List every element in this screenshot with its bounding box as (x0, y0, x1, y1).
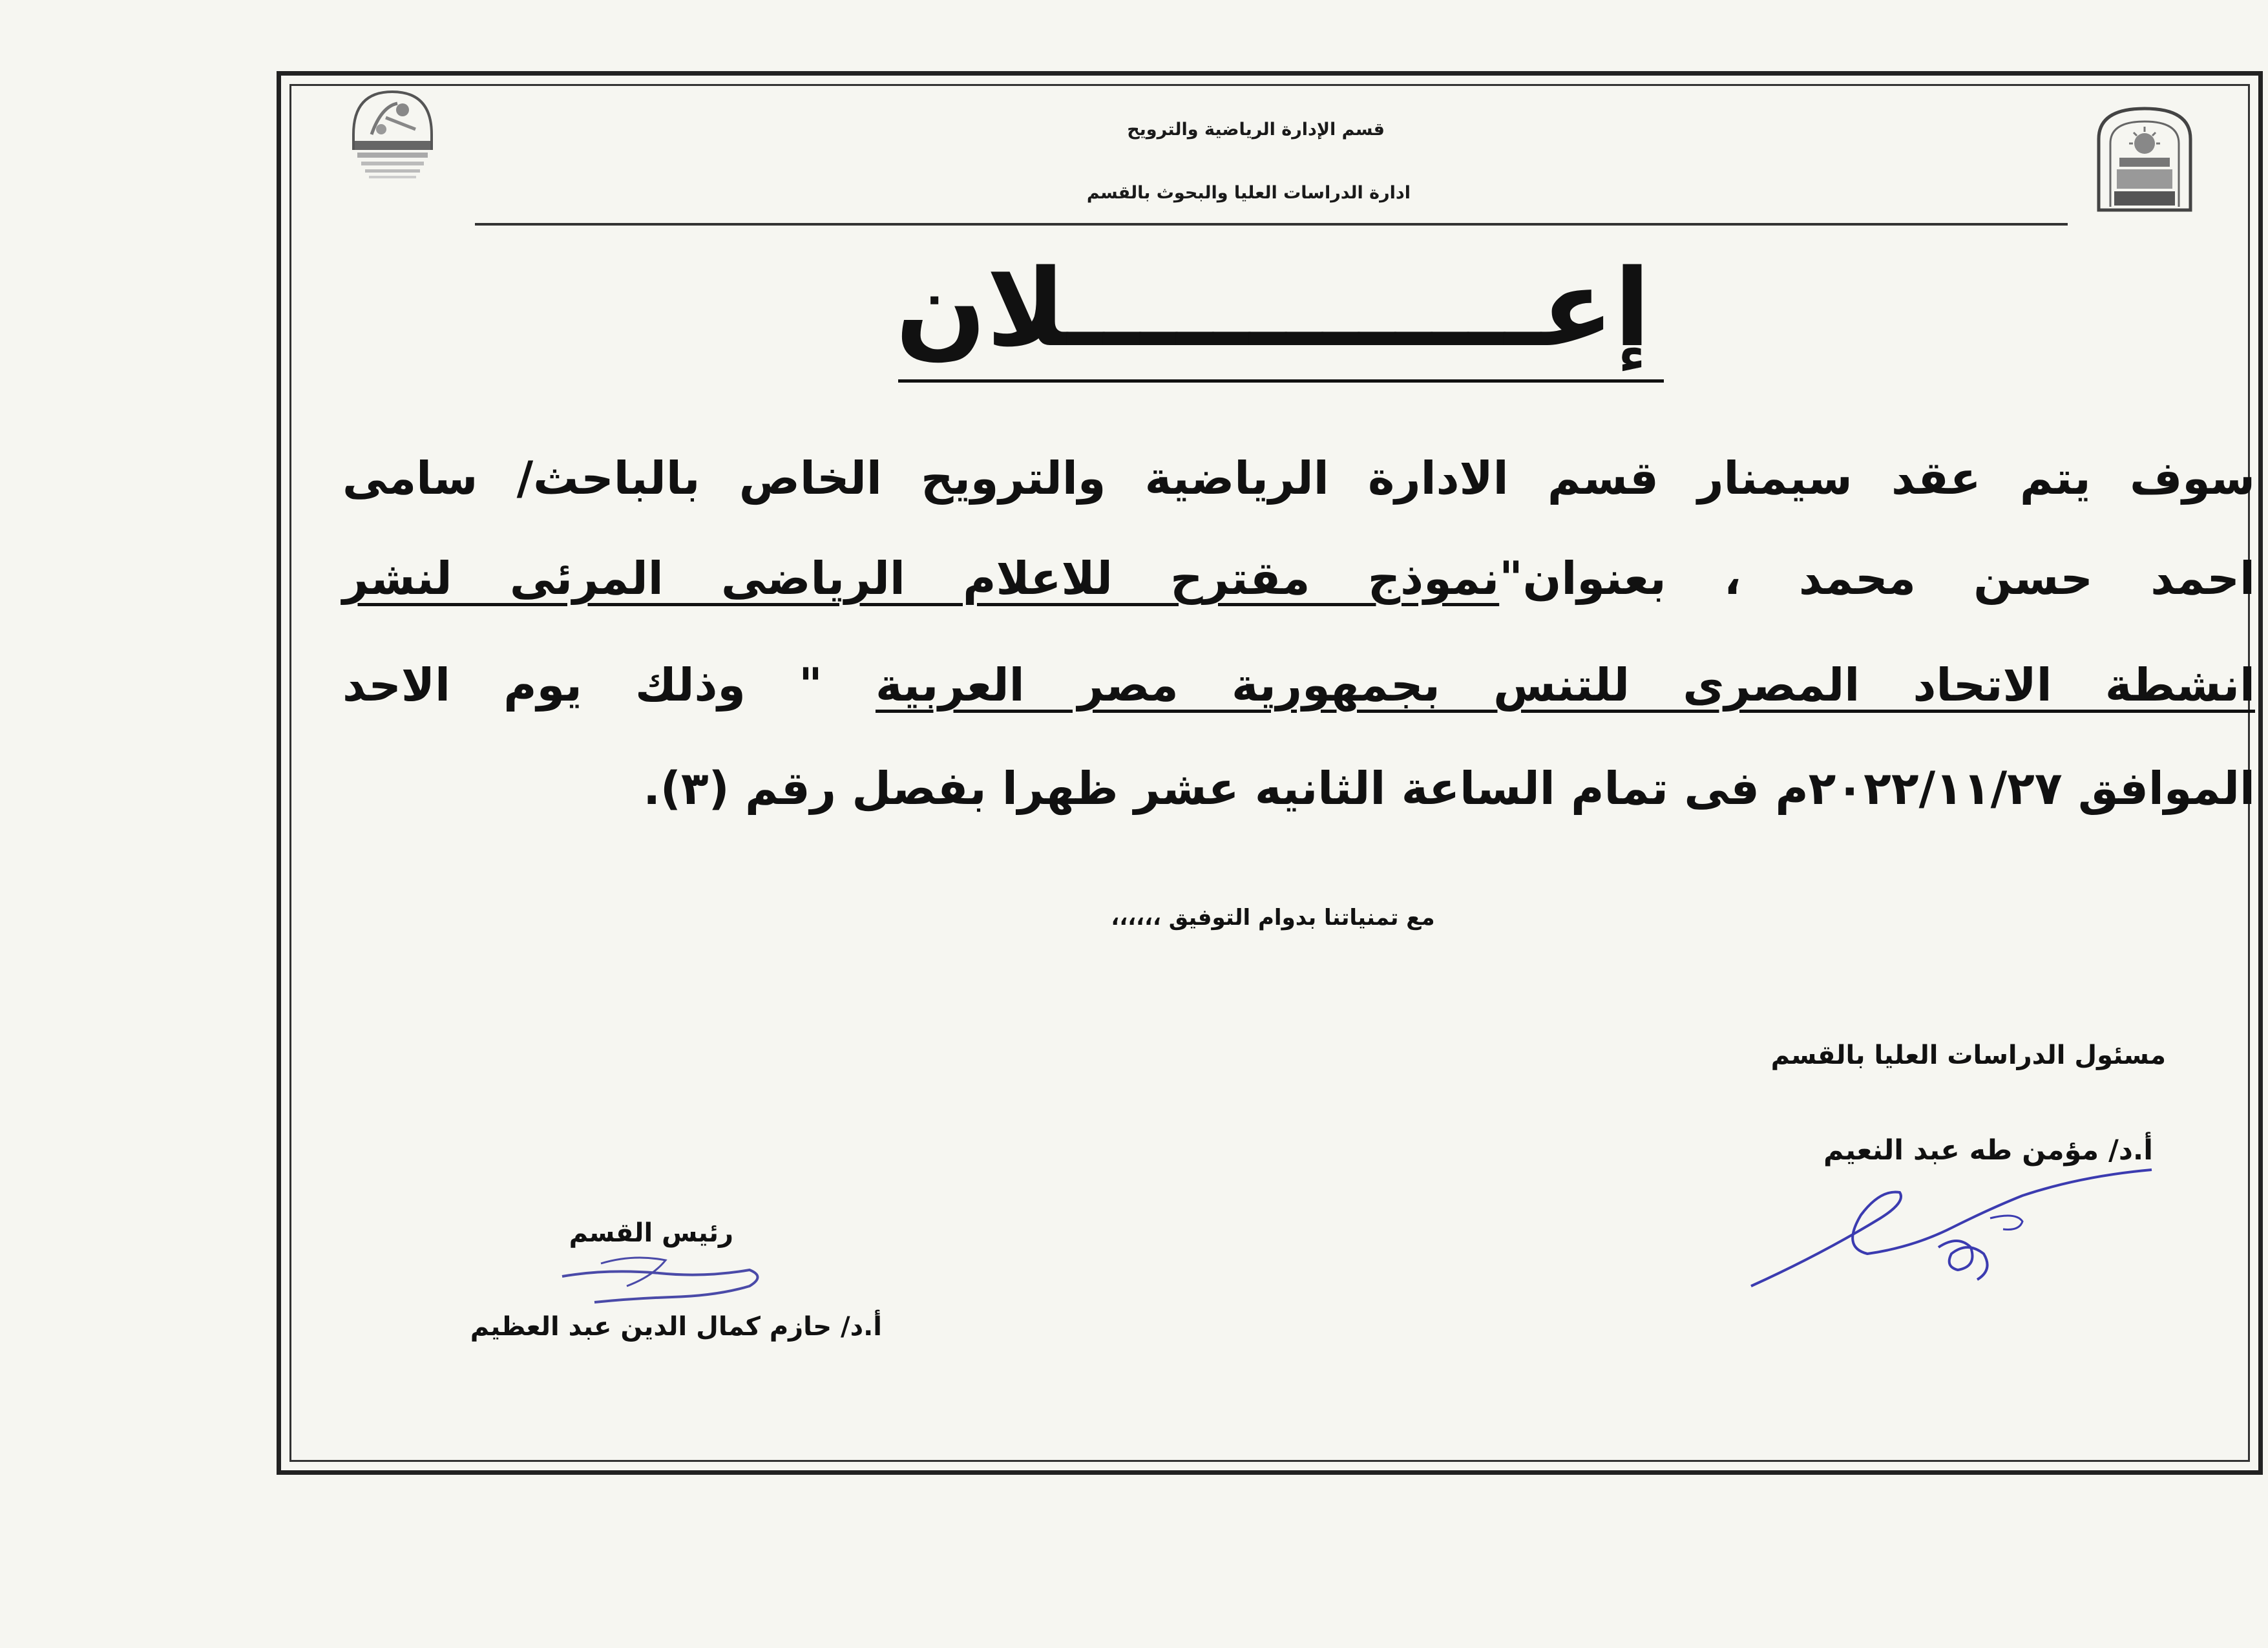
graduate-officer-signature (1745, 1157, 2158, 1305)
announcement-title: إعـــــــــــــلان (895, 246, 1651, 370)
graduate-officer-name: أ.د/ مؤمن طه عبد النعيم (1823, 1134, 2153, 1167)
department-head-title: رئيس القسم (569, 1218, 733, 1248)
faculty-logo (346, 84, 439, 184)
graduate-unit-name: ادارة الدراسات العليا والبحوث بالقسم (1086, 183, 1411, 203)
title-underline (898, 379, 1664, 383)
line-2-text: احمد حسن محمد ، بعنوان" (1499, 552, 2255, 605)
university-logo-icon (2092, 103, 2197, 215)
seminar-title-part-1: نموذج مقترح للاعلام الرياضى المرئى لنشر (342, 552, 1500, 605)
line-3-text: " وذلك يوم الاحد (342, 659, 876, 712)
department-name: قسم الإدارة الرياضية والترويح (1127, 120, 1385, 140)
header-divider (475, 223, 2068, 226)
department-head-name: أ.د/ حازم كمال الدين عبد العظيم (470, 1312, 882, 1342)
announcement-line-4: الموافق ٢٠٢٢/١١/٢٧م فى تمام الساعة الثانيه عشر ظهرا بفصل رقم (٣). (643, 762, 2255, 815)
announcement-line-1: سوف يتم عقد سيمنار قسم الادارة الرياضية والترويح الخاص بالباحث/ سامى (342, 452, 2255, 505)
closing-wishes: مع تمنياتنا بدوام التوفيق ،،،،،، (1111, 905, 1435, 931)
announcement-line-2 (342, 552, 2255, 605)
university-logo (2092, 103, 2197, 215)
announcement-line-3 (342, 659, 2255, 712)
graduate-officer-title: مسئول الدراسات العليا بالقسم (1770, 1041, 2166, 1070)
faculty-logo-icon (346, 84, 439, 184)
department-head-signature (556, 1251, 769, 1322)
seminar-title-part-2: انشطة الاتحاد المصرى للتنس بجمهورية مصر العربية (875, 659, 2255, 712)
